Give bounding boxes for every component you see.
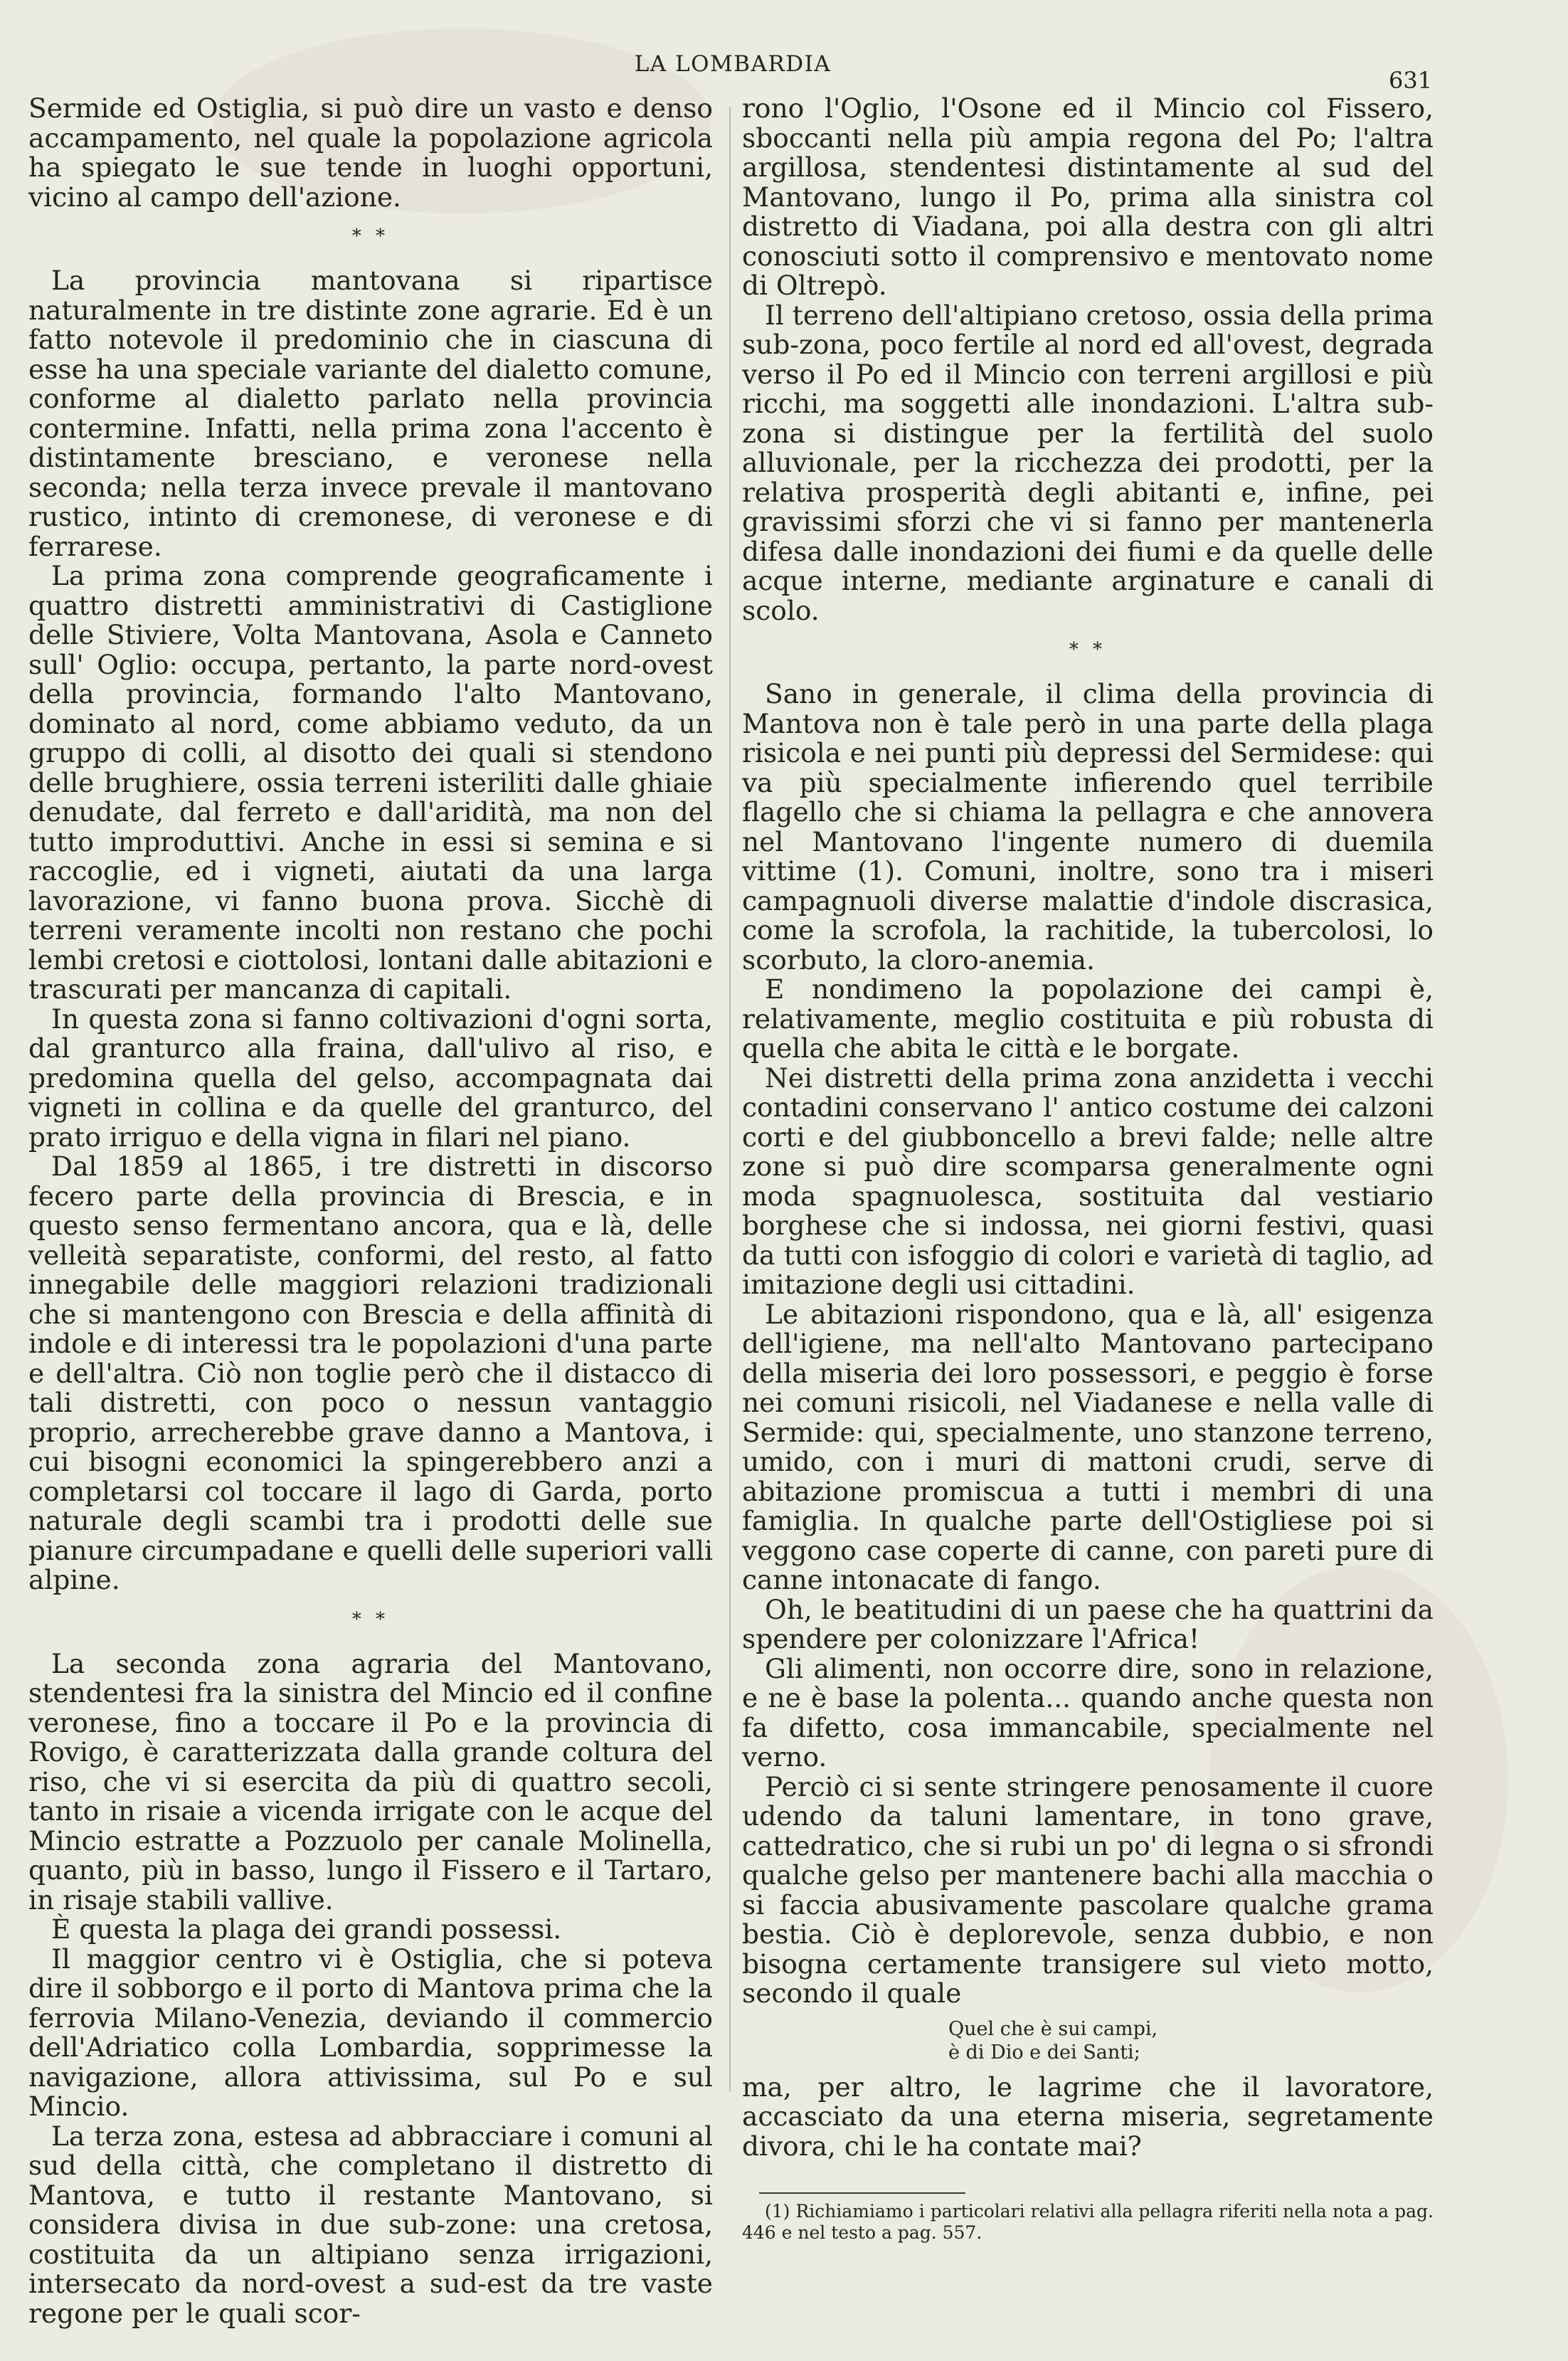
paragraph: Nei distretti della prima zona anzidetta i vecchi contadini conservano l' antico costume dei calzoni corti e del giubboncello a brevi falde; nelle altre zone si può dire scomparsa generalmente ogni moda spagnuolesca, sostituita dal vestiario borghese che si indossa, nei giorni festivi, quasi da tutti con isfoggio di colori e varietà di taglio, ad imitazione degli usi cittadini. <box>742 1062 1434 1300</box>
paragraph: E nondimeno la popolazione dei campi è, relativamente, meglio costituita e più robusta di quella che abita le città e le borgate. <box>742 973 1434 1064</box>
paragraph: Le abitazioni rispondono, qua e là, all' esigenza dell'igiene, ma nell'alto Mantovano partecipano della miseria dei loro possessori, e peggio è forse nei comuni risicoli, nel Viadanese e nella valle di Sermide: qui, specialmente, uno stanzone terreno, umido, con i muri di mattoni crudi, serve di abitazione promiscua a tutti i membri di una famiglia. In qualche parte dell'Ostigliese poi si veggono case coperte di canne, con pareti pure di canne intonacate di fango. <box>742 1298 1434 1595</box>
running-title: LA LOMBARDIA <box>634 51 832 77</box>
page-header <box>0 51 1568 94</box>
quoted-verse <box>948 2017 1434 2064</box>
paragraph: Sermide ed Ostiglia, si può dire un vasto e denso accampamento, nel quale la popolazione agricola ha spiegato le sue tende in luoghi opportuni, vicino al campo dell'azione. <box>28 93 713 213</box>
paragraph: La provincia mantovana si ripartisce naturalmente in tre distinte zone agrarie. Ed è un fatto notevole il predominio che in ciascuna di esse ha una speciale variante del dialetto comune, conforme al dialetto parlato nella provincia contermine. Infatti, nella prima zona l'accento è distintamente bresciano, e veronese nella seconda; nella terza invece prevale il mantovano rustico, intinto di cremonese, di veronese e di ferrarese. <box>28 265 713 562</box>
paragraph: La prima zona comprende geograficamente i quattro distretti amministrativi di Castiglione delle Stiviere, Volta Mantovana, Asola e Canneto sull' Oglio: occupa, pertanto, la parte nord-ovest della provincia, formando l'alto Mantovano, dominato al nord, come abbiamo veduto, da un gruppo di colli, al disotto dei quali si stendono delle brughiere, ossia terreni isteriliti dalle ghiaie denudate, dal ferreto e dall'aridità, ma non del tutto improduttivi. Anche in essi si semina e si raccoglie, ed i vigneti, aiutati da una larga lavorazione, vi fanno buona prova. Sicchè di terreni veramente incolti non restano che pochi lembi cretosi e ciottolosi, lontani dalle abitazioni e trascurati per mancanza di capitali. <box>28 560 713 1005</box>
right-column <box>742 93 1434 2243</box>
paragraph: Sano in generale, il clima della provincia di Mantova non è tale però in una parte della plaga risicola e nei punti più depressi del Sermidese: qui va più specialmente infierendo quel terribile flagello che si chiama la pellagra e che annovera nel Mantovano l'ingente numero di duemila vittime (1). Comuni, inoltre, sono tra i miseri campagnuoli diverse malattie d'indole discrasica, come la scrofola, la rachitide, la tubercolosi, lo scorbuto, la cloro-anemia. <box>742 678 1434 976</box>
section-separator: * * <box>351 1608 390 1630</box>
verse-line: è di Dio e dei Santi; <box>948 2041 1140 2064</box>
paragraph: Il terreno dell'altipiano cretoso, ossia della prima sub-zona, poco fertile al nord ed all'ovest, degrada verso il Po ed il Mincio con terreni argillosi e più ricchi, ma soggetti alle inondazioni. L'altra sub-zona si distingue per la fertilità del suolo alluvionale, per la ricchezza dei prodotti, per la relativa prosperità degli abitanti e, infine, pei gravissimi sforzi che vi si fanno per mantenerla difesa dalle inondazioni dei fiumi e da quelle delle acque interne, mediante arginature e canali di scolo. <box>742 299 1434 626</box>
paragraph: In questa zona si fanno coltivazioni d'ogni sorta, dal granturco alla fraina, dall'ulivo al riso, e predomina quella del gelso, accompagnata dai vigneti in collina e da quelle del granturco, del prato irriguo e della vigna in filari nel piano. <box>28 1003 713 1153</box>
footnote-rule <box>759 2192 965 2194</box>
paragraph: Oh, le beatitudini di un paese che ha quattrini da spendere per colonizzare l'Africa! <box>742 1593 1434 1654</box>
footnote: (1) Richiamiamo i particolari relativi alla pellagra riferiti nella nota a pag. 446 e nel testo a pag. 557. <box>742 2201 1434 2243</box>
paragraph: Gli alimenti, non occorre dire, sono in relazione, e ne è base la polenta... quando anche questa non fa difetto, cosa immancabile, specialmente nel verno. <box>742 1652 1434 1773</box>
left-column <box>28 93 713 2329</box>
paragraph: Perciò ci si sente stringere penosamente il cuore udendo da taluni lamentare, in tono grave, cattedratico, che si rubi un po' di legna o si sfrondi qualche gelso per mantenere bachi alla macchia o si faccia abusivamente pascolare qualche grama bestia. Ciò è deplorevole, senza dubbio, e non bisogna certamente transigere sul vieto motto, secondo il quale <box>742 1770 1434 2009</box>
paragraph: rono l'Oglio, l'Osone ed il Mincio col Fissero, sboccanti nella più ampia regona del Po; l'altra argillosa, stendentesi distintamente al sud del Mantovano, lungo il Po, prima alla sinistra col distretto di Viadana, poi alla destra con gli altri conosciuti sotto il comprensivo e mentovato nome di Oltrepò. <box>742 93 1434 301</box>
page-number: 631 <box>1389 67 1433 94</box>
paragraph: Il maggior centro vi è Ostiglia, che si poteva dire il sobborgo e il porto di Mantova prima che la ferrovia Milano-Venezia, deviando il commercio dell'Adriatico colla Lombardia, sopprimesse la navigazione, allora attivissima, sul Po e sul Mincio. <box>28 1943 713 2122</box>
column-divider <box>729 107 731 2092</box>
section-separator: * * <box>351 226 390 247</box>
paragraph: La seconda zona agraria del Mantovano, stendentesi fra la sinistra del Mincio ed il confine veronese, fino a toccare il Po e la provincia di Rovigo, è caratterizzata dalla grande coltura del riso, che vi si esercita da più di quattro secoli, tanto in risaie a vicenda irrigate con le acque del Mincio estratte a Pozzuolo per canale Molinella, quanto, più in basso, lungo il Fissero e il Tartaro, in risaje stabili vallive. <box>28 1647 713 1916</box>
paragraph: È questa la plaga dei grandi possessi. <box>51 1913 562 1945</box>
paragraph: ma, per altro, le lagrime che il lavoratore, accasciato da una eterna miseria, segretamente divora, chi le ha contate mai? <box>742 2071 1434 2162</box>
verse-line: Quel che è sui campi, <box>948 2017 1158 2040</box>
paragraph: Dal 1859 al 1865, i tre distretti in discorso fecero parte della provincia di Brescia, e in questo senso fermentano ancora, qua e là, delle velleità separatiste, conformi, del resto, al fatto innegabile delle maggiori relazioni tradizionali che si mantengono con Brescia e della affinità di indole e di interessi tra le popolazioni d'una parte e dell'altra. Ciò non toglie però che il distacco di tali distretti, con poco o nessun vantaggio proprio, arrecherebbe grave danno a Mantova, i cui bisogni economici la spingerebbero anzi a completarsi col toccare il lago di Garda, porto naturale degli scambi tra i prodotti delle sue pianure circumpadane e quelli delle superiori valli alpine. <box>28 1151 713 1595</box>
section-separator: * * <box>1069 639 1107 660</box>
paragraph: La terza zona, estesa ad abbracciare i comuni al sud della città, che completano il distretto di Mantova, e tutto il restante Mantovano, si considera divisa in due sub-zone: una cretosa, costituita da un altipiano senza irrigazioni, intersecato da nord-ovest a sud-est da tre vaste regone per le quali scor- <box>28 2120 713 2329</box>
